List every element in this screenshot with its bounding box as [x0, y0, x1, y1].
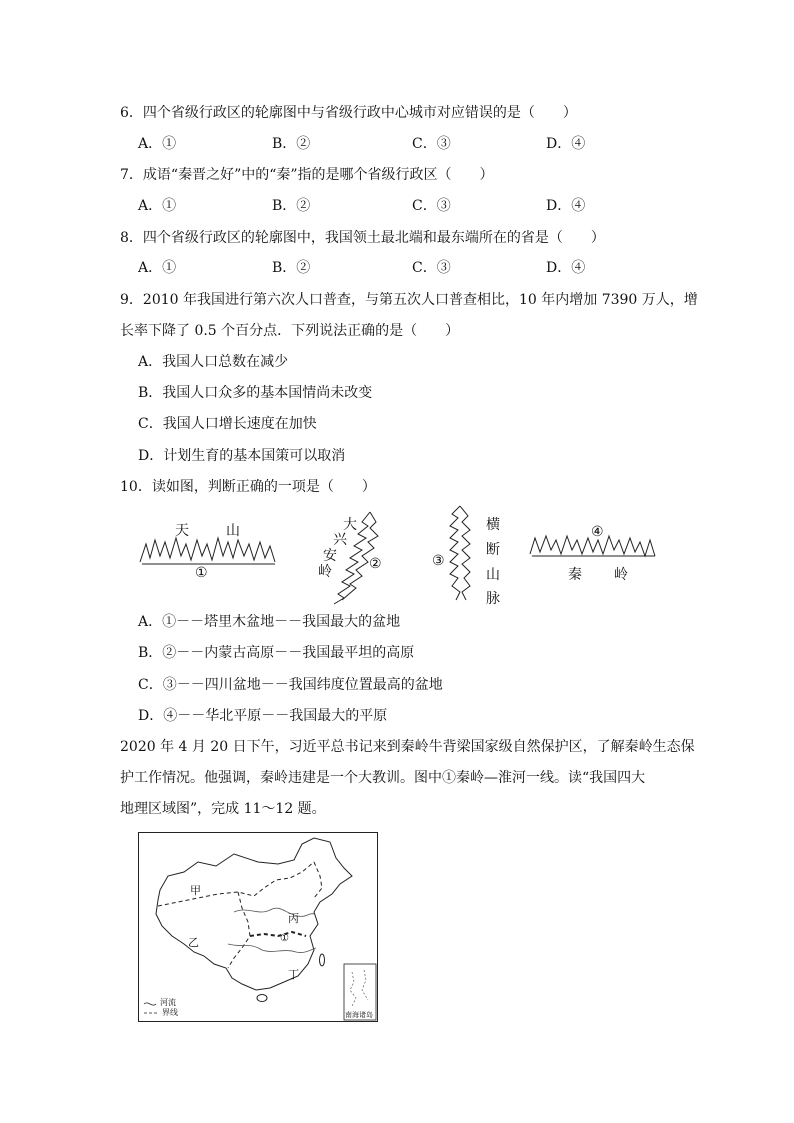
q7-option-b[interactable]: B．②: [272, 198, 311, 214]
daxinganling-char-1: 大: [343, 517, 357, 533]
region-jia-label: 甲: [190, 884, 201, 897]
range-4-number: ④: [591, 524, 604, 540]
hengduan-char-3: 山: [486, 567, 500, 583]
question-9-stem-line1: 9．2010 年我国进行第六次人口普查，与第五次人口普查相比，10 年内增加 7390 万人，增: [120, 292, 698, 308]
hengduan-char-2: 断: [486, 542, 500, 558]
q9-option-d[interactable]: D．计划生育的基本国策可以取消: [138, 448, 346, 464]
question-7-stem: 7．成语“秦晋之好”中的“秦”指的是哪个省级行政区（ ）: [120, 167, 494, 183]
q6-option-c[interactable]: C．③: [412, 136, 451, 152]
qinling-huaihe-mark: ①: [280, 933, 289, 944]
tianshan-ridge: [140, 538, 275, 562]
q8-option-a[interactable]: A．①: [138, 260, 177, 276]
south-china-sea-inset-label: 南海诸岛: [345, 1011, 373, 1019]
daxinganling-char-2: 兴: [333, 532, 347, 548]
range-2-number: ②: [369, 556, 382, 572]
china-regions-map: [138, 832, 378, 1022]
q7-option-a[interactable]: A．①: [138, 198, 177, 214]
daxinganling-char-4: 岭: [318, 564, 332, 580]
q6-option-d[interactable]: D．④: [546, 136, 586, 152]
region-yi-label: 乙: [188, 936, 199, 949]
tianshan-label-2: 山: [226, 523, 240, 539]
question-6-stem: 6．四个省级行政区的轮廓图中与省级行政中心城市对应错误的是（ ）: [120, 105, 577, 121]
q8-option-d[interactable]: D．④: [546, 260, 586, 276]
q9-option-a[interactable]: A．我国人口总数在减少: [138, 354, 289, 370]
china-outline-svg: [138, 832, 378, 1022]
q10-option-d[interactable]: D．④－－华北平原－－我国最大的平原: [138, 708, 388, 724]
region-bing-label: 丙: [288, 912, 299, 925]
daxinganling-char-3: 安: [323, 548, 337, 564]
q8-option-b[interactable]: B．②: [272, 260, 311, 276]
q10-option-a[interactable]: A．①－－塔里木盆地－－我国最大的盆地: [138, 614, 401, 630]
q7-option-c[interactable]: C．③: [412, 198, 451, 214]
q6-option-b[interactable]: B．②: [272, 136, 311, 152]
tianshan-label-1: 天: [175, 523, 189, 539]
passage-line-3: 地理区域图”，完成 11～12 题。: [120, 801, 326, 817]
range-3-number: ③: [432, 553, 445, 569]
question-8-stem: 8．四个省级行政区的轮廓图中，我国领土最北端和最东端所在的省是（ ）: [120, 230, 605, 246]
range-1-number: ①: [195, 565, 208, 581]
q6-option-a[interactable]: A．①: [138, 136, 177, 152]
hengduan-ridge: [450, 506, 460, 600]
legend-river-label: 河流: [160, 998, 176, 1007]
legend-boundary-label: 界线: [162, 1008, 178, 1017]
qinling-label-2: 岭: [614, 567, 628, 583]
q9-option-c[interactable]: C．我国人口增长速度在加快: [138, 416, 317, 432]
hengduan-char-4: 脉: [486, 591, 500, 607]
q10-option-c[interactable]: C．③－－四川盆地－－我国纬度位置最高的盆地: [138, 677, 443, 693]
question-9-stem-line2: 长率下降了 0.5 个百分点．下列说法正确的是（ ）: [120, 323, 460, 339]
q10-option-b[interactable]: B．②－－内蒙古高原－－我国最平坦的高原: [138, 645, 415, 661]
q8-option-c[interactable]: C．③: [412, 260, 451, 276]
passage-line-1: 2020 年 4 月 20 日下午，习近平总书记来到秦岭牛背梁国家级自然保护区，了解秦岭生态保: [120, 739, 695, 755]
mountain-figure: [130, 500, 670, 610]
q9-option-b[interactable]: B．我国人口众多的基本国情尚未改变: [138, 385, 373, 401]
hengduan-char-1: 横: [486, 517, 500, 533]
region-ding-label: 丁: [288, 968, 299, 981]
q7-option-d[interactable]: D．④: [546, 198, 586, 214]
qinling-label-1: 秦: [568, 567, 582, 583]
question-10-stem: 10．读如图，判断正确的一项是（ ）: [120, 479, 376, 495]
passage-line-2: 护工作情况。他强调，秦岭违建是一个大教训。图中①秦岭—淮河一线。读“我国四大: [120, 770, 646, 786]
